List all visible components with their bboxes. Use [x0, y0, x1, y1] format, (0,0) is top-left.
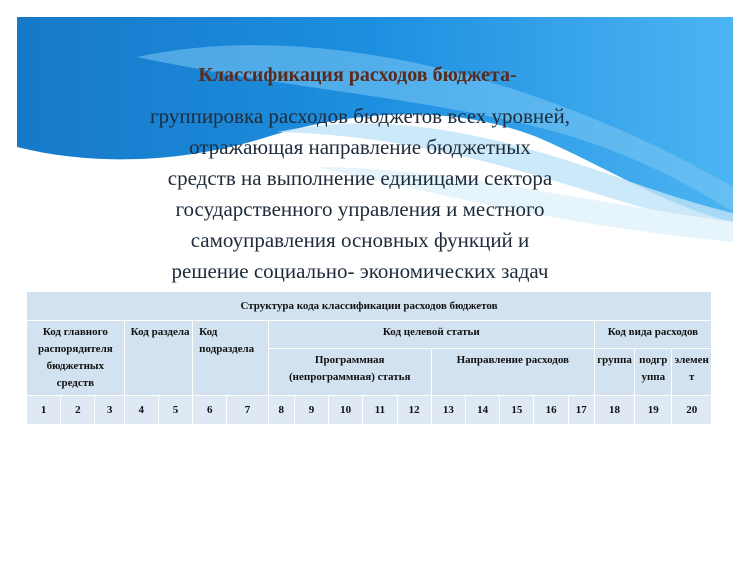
header-main-manager-code: Код главного распорядителя бюджетных средств — [27, 321, 125, 396]
digit-cell: 10 — [329, 396, 363, 425]
digit-cell: 13 — [431, 396, 465, 425]
definition-line: самоуправления основных функций и — [190, 228, 530, 252]
digit-cell: 15 — [500, 396, 534, 425]
subheader-element: элемент — [672, 348, 712, 395]
digit-cell: 5 — [158, 396, 192, 425]
digit-cell: 1 — [27, 396, 61, 425]
header-section-code: Код раздела — [124, 321, 192, 396]
header-subsection-code: Код подраздела — [193, 321, 269, 396]
digit-cell: 8 — [268, 396, 294, 425]
definition-line: группировка расходов бюджетов всех уровней, — [150, 104, 570, 128]
definition-line: решение социально- экономических задач — [171, 259, 549, 283]
digit-cell: 16 — [534, 396, 568, 425]
digit-cell: 14 — [466, 396, 500, 425]
digit-cell: 11 — [363, 396, 397, 425]
header-expense-type-code: Код вида расходов — [594, 321, 711, 349]
digit-cell: 3 — [95, 396, 124, 425]
definition-text — [60, 101, 660, 287]
digit-cell: 4 — [124, 396, 158, 425]
definition-line: средств на выполнение единицами сектора — [167, 166, 553, 190]
digit-cell: 9 — [294, 396, 328, 425]
subheader-expense-direction: Направление расходов — [431, 348, 594, 395]
digit-cell: 18 — [594, 396, 634, 425]
header-target-article-code: Код целевой статьи — [268, 321, 594, 349]
slide-title: Классификация расходов бюджета- — [198, 64, 517, 86]
table-caption: Структура кода классификации расходов бюджетов — [27, 292, 712, 321]
digit-cell: 19 — [635, 396, 672, 425]
digit-cell: 6 — [193, 396, 227, 425]
subheader-group: группа — [594, 348, 634, 395]
digit-cell: 17 — [568, 396, 594, 425]
subheader-program-article: Программная (непрограммная) статья — [268, 348, 431, 395]
digit-cell: 20 — [672, 396, 712, 425]
definition-line: отражающая направление бюджетных — [189, 135, 531, 159]
digit-cell: 7 — [227, 396, 268, 425]
definition-line: государственного управления и местного — [175, 197, 545, 221]
digit-cell: 2 — [61, 396, 95, 425]
digit-cell: 12 — [397, 396, 431, 425]
budget-code-structure-table — [26, 291, 712, 425]
subheader-subgroup: подгруппа — [635, 348, 672, 395]
